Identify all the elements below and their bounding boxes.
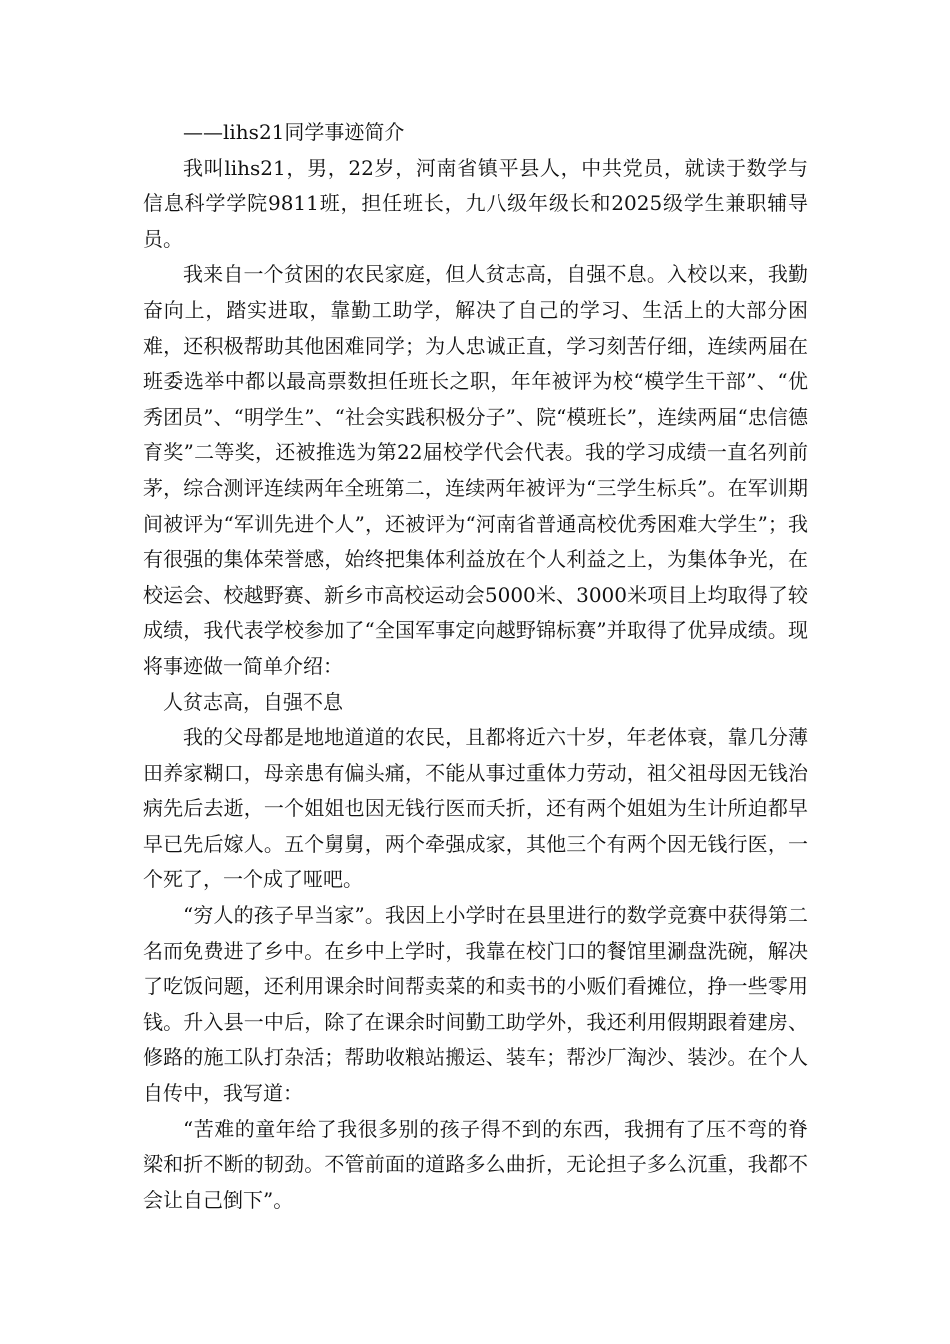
paragraph-achievements: 我来自一个贫困的农民家庭，但人贫志高，自强不息。入校以来，我勤奋向上，踏实进取，靠勤工助学，解决了自己的学习、生活上的大部分困难，还积极帮助其他困难同学；为人忠诚正直，学习刻苦仔细，连续两届在班委选举中都以最高票数担任班长之职，年年被评为校“模学生干部”、“优秀团员”、“明学生”、“社会实践积极分子”、院“模班长”，连续两届“忠信德育奖”二等奖，还被推选为第22届校学代会代表。我的学习成绩一直名列前茅，综合测评连续两年全班第二，连续两年被评为“三学生标兵”。在军训期间被评为“军训先进个人”，还被评为“河南省普通高校优秀困难大学生”；我有很强的集体荣誉感，始终把集体利益放在个人利益之上，为集体争光，在校运会、校越野赛、新乡市高校运动会5000米、3000米项目上均取得了较成绩，我代表学校参加了“全国军事定向越野锦标赛”并取得了优异成绩。现将事迹做一简单介绍： xyxy=(143,262,808,678)
paragraph-work-study: “穷人的孩子早当家”。我因上小学时在县里进行的数学竞赛中获得第二名而免费进了乡中。在乡中上学时，我靠在校门口的餐馆里涮盘洗碗，解决了吃饭问题，还利用课余时间帮卖菜的和卖书的小贩们看摊位，挣一些零用钱。升入县一中后，除了在课余时间勤工助学外，我还利用假期跟着建房、修路的施工队打杂活；帮助收粮站搬运、装车；帮沙厂淘沙、装沙。在个人自传中，我写道： xyxy=(143,903,808,1106)
document-body xyxy=(143,115,808,1218)
paragraph-family: 我的父母都是地地道道的农民，且都将近六十岁，年老体衰，靠几分薄田养家糊口，母亲患有偏头痛，不能从事过重体力劳动，祖父祖母因无钱治病先后去逝，一个姐姐也因无钱行医而夭折，还有两个姐姐为生计所迫都早早已先后嫁人。五个舅舅，两个牵强成家，其他三个有两个因无钱行医，一个死了，一个成了哑吧。 xyxy=(143,725,808,892)
paragraph-quote: “苦难的童年给了我很多别的孩子得不到的东西，我拥有了压不弯的脊梁和折不断的韧劲。不管前面的道路多么曲折，无论担子多么沉重，我都不会让自己倒下”。 xyxy=(143,1116,808,1212)
document-subtitle: ——lihs21同学事迹简介 xyxy=(183,120,405,144)
section-heading: 人贫志高，自强不息 xyxy=(163,689,343,714)
paragraph-intro: 我叫lihs21，男，22岁，河南省镇平县人，中共党员，就读于数学与信息科学学院9811班，担任班长，九八级年级长和2025级学生兼职辅导员。 xyxy=(143,155,808,251)
